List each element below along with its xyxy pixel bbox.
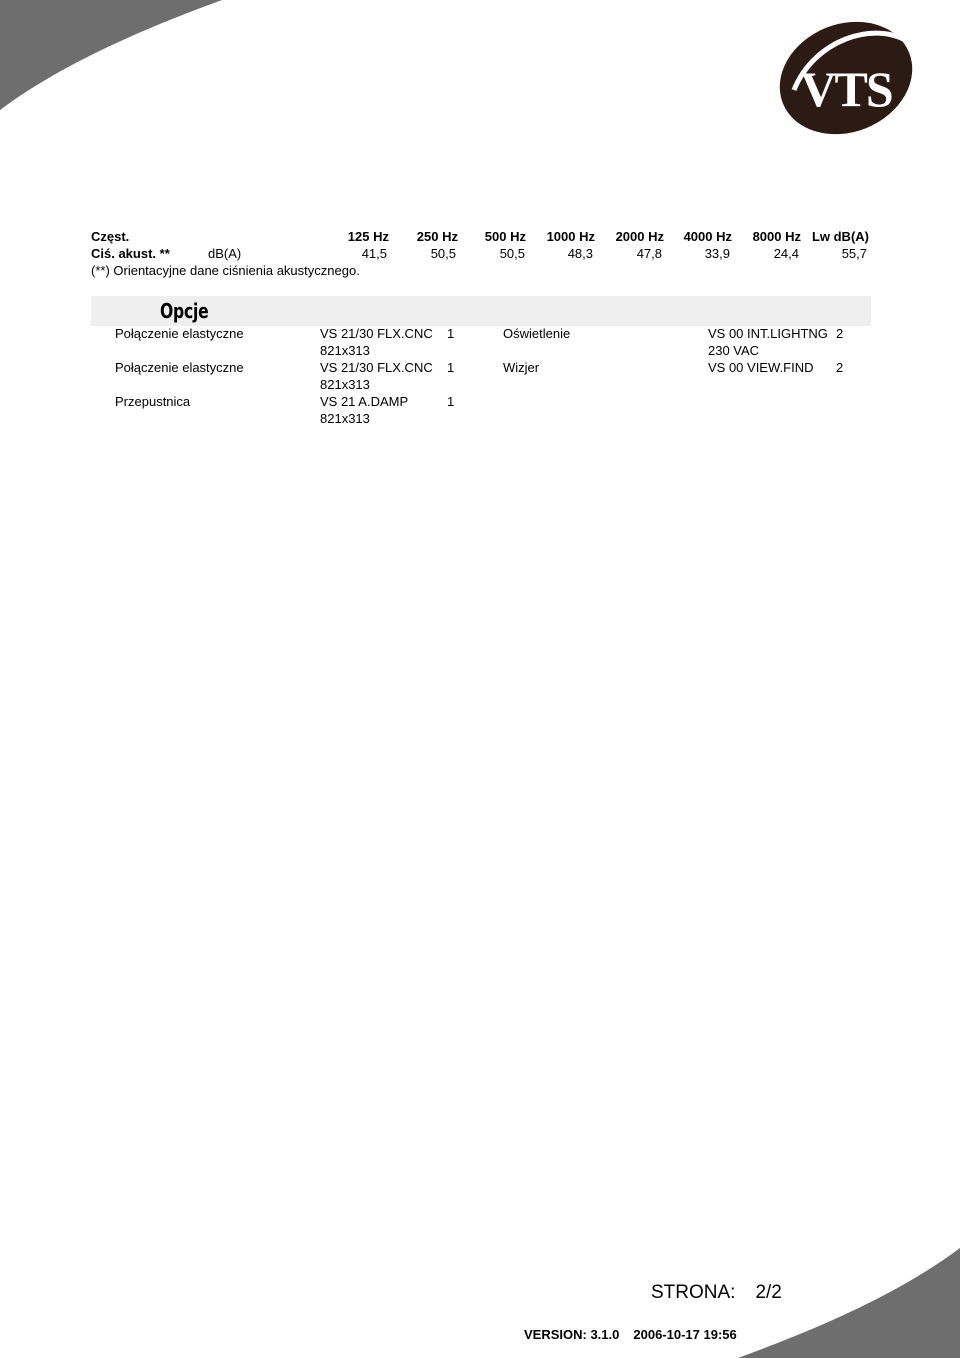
option-code: VS 21 A.DAMP 821x313	[320, 394, 408, 426]
version-text: VERSION: 3.1.0	[524, 1327, 620, 1342]
value-250: 50,5	[430, 246, 456, 261]
freq-lw: Lw dB(A)	[811, 229, 869, 244]
freq-4000: 4000 Hz	[683, 229, 732, 244]
acoustic-table	[91, 228, 871, 262]
value-lw: 55,7	[841, 246, 867, 261]
option-qty: 2	[836, 326, 844, 341]
option-code: VS 21/30 FLX.CNC 821x313	[320, 360, 433, 392]
option-code: VS 21/30 FLX.CNC 821x313	[320, 326, 433, 358]
print-datetime: 2006-10-17 19:56	[633, 1327, 737, 1342]
page-indicator	[651, 1282, 782, 1304]
acoustic-note: (**) Orientacyjne dane ciśnienia akustycznego.	[91, 263, 360, 278]
pressure-label: Ciś. akust. **	[91, 246, 170, 261]
logo-text: VTS	[800, 61, 892, 117]
freq-1000: 1000 Hz	[546, 229, 595, 244]
option-name: Przepustnica	[115, 394, 191, 409]
value-500: 50,5	[499, 246, 525, 261]
acoustic-header-row	[91, 228, 871, 245]
freq-8000: 8000 Hz	[752, 229, 801, 244]
option-code: VS 00 VIEW.FIND	[708, 360, 814, 375]
pressure-unit: dB(A)	[208, 246, 242, 261]
option-row	[0, 393, 960, 427]
freq-label: Częst.	[91, 229, 130, 244]
option-name: Oświetlenie	[503, 326, 571, 341]
acoustic-value-row	[91, 245, 871, 262]
value-1000: 48,3	[567, 246, 593, 261]
freq-2000: 2000 Hz	[615, 229, 664, 244]
option-code: VS 00 INT.LIGHTNG 230 VAC	[708, 326, 828, 358]
option-name: Wizjer	[503, 360, 540, 375]
option-qty: 1	[447, 394, 455, 409]
page-label: STRONA:	[651, 1282, 736, 1303]
value-4000: 33,9	[704, 246, 730, 261]
option-qty: 2	[836, 360, 844, 375]
corner-decoration-top-left	[0, 0, 230, 115]
freq-250: 250 Hz	[416, 229, 458, 244]
option-qty: 1	[447, 360, 455, 375]
value-2000: 47,8	[636, 246, 662, 261]
option-qty: 1	[447, 326, 455, 341]
freq-125: 125 Hz	[347, 229, 389, 244]
option-name: Połączenie elastyczne	[115, 326, 244, 341]
vts-logo	[774, 20, 918, 136]
value-125: 41,5	[361, 246, 387, 261]
page-number: 2/2	[755, 1282, 782, 1303]
options-title: Opcje	[160, 299, 209, 323]
version-line	[524, 1327, 737, 1342]
option-name: Połączenie elastyczne	[115, 360, 244, 375]
freq-500: 500 Hz	[484, 229, 526, 244]
option-row	[0, 359, 960, 393]
value-8000: 24,4	[773, 246, 799, 261]
option-row	[0, 325, 960, 359]
